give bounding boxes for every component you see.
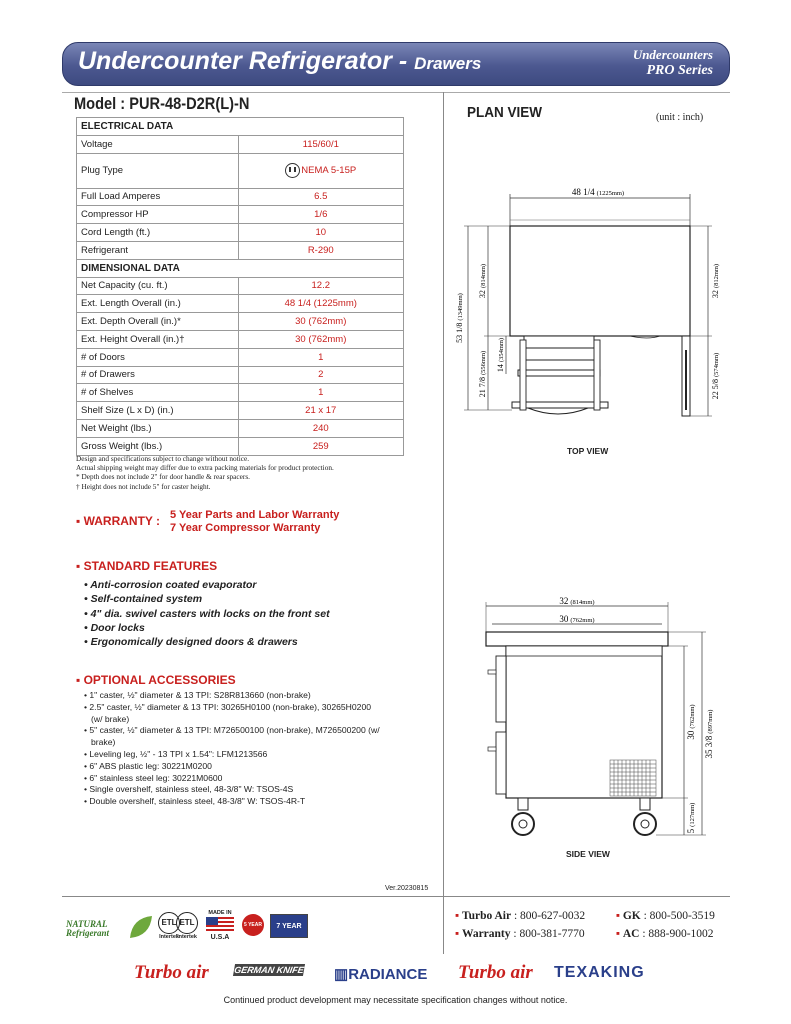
- warranty-label: ▪ WARRANTY :: [76, 514, 161, 528]
- list-item: • 5" caster, ½" diameter & 13 TPI: M726500100 (non-brake), M726500200 (w/ brake): [84, 725, 380, 748]
- spec-notes: [76, 454, 334, 491]
- table-row: Refrigerant R-290: [77, 241, 404, 259]
- dim-side-body: 30 (762mm): [559, 614, 595, 624]
- table-row: Compressor HP 1/6: [77, 206, 404, 224]
- note-line: Actual shipping weight may differ due to extra packing materials for product protection.: [76, 463, 334, 473]
- list-item: • Anti-corrosion coated evaporator: [84, 579, 257, 591]
- certification-logos: [64, 908, 436, 952]
- dim-door-open: 22 5/8 (574mm): [711, 352, 720, 400]
- series-name: PRO Series: [646, 63, 713, 78]
- page-title: Undercounter Refrigerator - Drawers: [78, 47, 482, 75]
- top-divider: [62, 92, 730, 93]
- optional-accessories-title: ▪ OPTIONAL ACCESSORIES: [76, 673, 236, 687]
- list-item: • Single overshelf, stainless steel, 48-3/8" W: TSOS-4S: [84, 784, 294, 795]
- dim-caster: 5 (127mm): [686, 802, 696, 834]
- list-item: • 4" dia. swivel casters with locks on the front set: [84, 607, 330, 620]
- table-row: Ext. Height Overall (in.)† 30 (762mm): [77, 330, 404, 348]
- table-row: # of Shelves 1: [77, 384, 404, 402]
- table-row: Cord Length (ft.) 10: [77, 224, 404, 242]
- radiance-logo: ▥RADIANCE: [334, 966, 428, 983]
- list-item: • 6" stainless steel leg: 30221M0600: [84, 772, 223, 783]
- unit-label: (unit : inch): [656, 112, 704, 123]
- dim-top-width: 48 1/4 (1225mm): [571, 187, 625, 197]
- turbo-air-logo-2: Turbo air: [458, 962, 533, 983]
- section-header: ELECTRICAL DATA: [77, 118, 404, 136]
- optional-accessories-list: [84, 690, 384, 808]
- dim-side-total: 35 3/8 (897mm): [704, 709, 714, 759]
- contact-info: [455, 907, 715, 943]
- dim-top-depth-left: 32 (814mm): [478, 263, 487, 299]
- page-subtitle: Drawers: [414, 54, 482, 73]
- natural-refrigerant-logo: NATURAL Refrigerant: [66, 919, 110, 938]
- note-line: Design and specifications subject to change without notice.: [76, 454, 250, 463]
- warranty-terms: [170, 509, 339, 535]
- footer-disclaimer: Continued product development may necessitate specification changes without notice.: [223, 995, 568, 1005]
- table-row: Full Load Amperes 6.5: [77, 188, 404, 206]
- top-view-label: TOP VIEW: [567, 446, 609, 456]
- column-divider: [443, 92, 444, 954]
- standard-features-list: [84, 578, 330, 649]
- texaking-logo: TEXAKING: [554, 964, 645, 981]
- table-row: Plug Type NEMA 5-15P: [77, 153, 404, 188]
- dim-top-depth-right: 32 (812mm): [711, 263, 720, 299]
- model-title: Model : PUR-48-D2R(L)-N: [74, 94, 250, 113]
- table-row: # of Drawers 2: [77, 366, 404, 384]
- series-label: Undercounters: [632, 47, 713, 62]
- spec-table: [76, 117, 404, 456]
- list-item: • Double overshelf, stainless steel, 48-3/8" W: TSOS-4R-T: [84, 796, 306, 807]
- dim-overall-depth: 53 1/8 (1349mm): [455, 293, 464, 343]
- footer-divider: [62, 896, 730, 897]
- brand-logos: [130, 962, 670, 990]
- contact-row: ▪ Turbo Air : 800-627-0032 ▪ GK : 800-500-3519: [455, 910, 715, 922]
- note-line: † Height does not include 5" for caster height.: [76, 481, 211, 491]
- table-row: Ext. Depth Overall (in.)* 30 (762mm): [77, 313, 404, 331]
- side-view-drawing: [470, 592, 730, 842]
- list-item: • Ergonomically designed doors & drawers: [84, 636, 298, 649]
- dim-side-height: 30 (762mm): [686, 704, 696, 740]
- warranty-line: 5 Year Parts and Labor Warranty: [170, 509, 340, 521]
- table-row: Net Capacity (cu. ft.) 12.2: [77, 277, 404, 295]
- dim-side-top: 32 (814mm): [559, 596, 595, 606]
- list-item: • 6" ABS plastic leg: 30221M0200: [84, 760, 212, 771]
- note-line: * Depth does not include 2" for door handle & rear spacers.: [76, 472, 250, 482]
- section-header: DIMENSIONAL DATA: [77, 259, 404, 277]
- table-row: Shelf Size (L x D) (in.) 21 x 17: [77, 402, 404, 420]
- table-row: Ext. Length Overall (in.) 48 1/4 (1225mm): [77, 295, 404, 313]
- standard-features-title: ▪ STANDARD FEATURES: [76, 559, 218, 573]
- list-item: • Leveling leg, ½" - 13 TPI x 1.54": LFM1213566: [84, 748, 268, 759]
- plug-icon: [285, 163, 300, 178]
- turbo-air-logo: Turbo air: [134, 962, 209, 983]
- table-row: Gross Weight (lbs.) 259: [77, 437, 404, 455]
- plan-view-title: PLAN VIEW: [467, 104, 543, 121]
- table-row: # of Doors 1: [77, 348, 404, 366]
- seven-year-badge: 7 YEAR: [270, 914, 310, 938]
- list-item: • Self-contained system: [84, 593, 203, 606]
- side-view-label: SIDE VIEW: [566, 849, 610, 859]
- table-row: Net Weight (lbs.) 240: [77, 419, 404, 437]
- german-knife-logo: GERMAN KNIFE: [233, 965, 305, 975]
- list-item: • Door locks: [84, 621, 145, 634]
- made-in-usa-logo: MADE IN U.S.A: [204, 910, 236, 941]
- top-view-drawing: [448, 180, 738, 450]
- etl-logo-2: ETL Intertek: [170, 912, 204, 940]
- contact-row: ▪ Warranty : 800-381-7770 ▪ AC : 888-900-1002: [455, 928, 714, 940]
- warranty-line: 7 Year Compressor Warranty: [170, 522, 321, 534]
- list-item: • 1" caster, ½" diameter & 13 TPI: S28R813660 (non-brake): [84, 690, 311, 700]
- dim-drawer-depth: 14 (354mm): [496, 337, 505, 373]
- list-item: • 2.5" caster, ½" diameter & 13 TPI: 30265H0100 (non-brake), 30265H0200 (w/ brake): [84, 701, 372, 724]
- table-row: Voltage 115/60/1: [77, 135, 404, 153]
- us-flag-icon: [206, 917, 234, 933]
- version-label: Ver.20230815: [385, 885, 429, 892]
- dim-drawer-open: 21 7/8 (556mm): [478, 350, 487, 398]
- etl-logo-1: ETL Intertek: [152, 912, 186, 940]
- five-year-badge: 5 YEAR: [242, 914, 266, 936]
